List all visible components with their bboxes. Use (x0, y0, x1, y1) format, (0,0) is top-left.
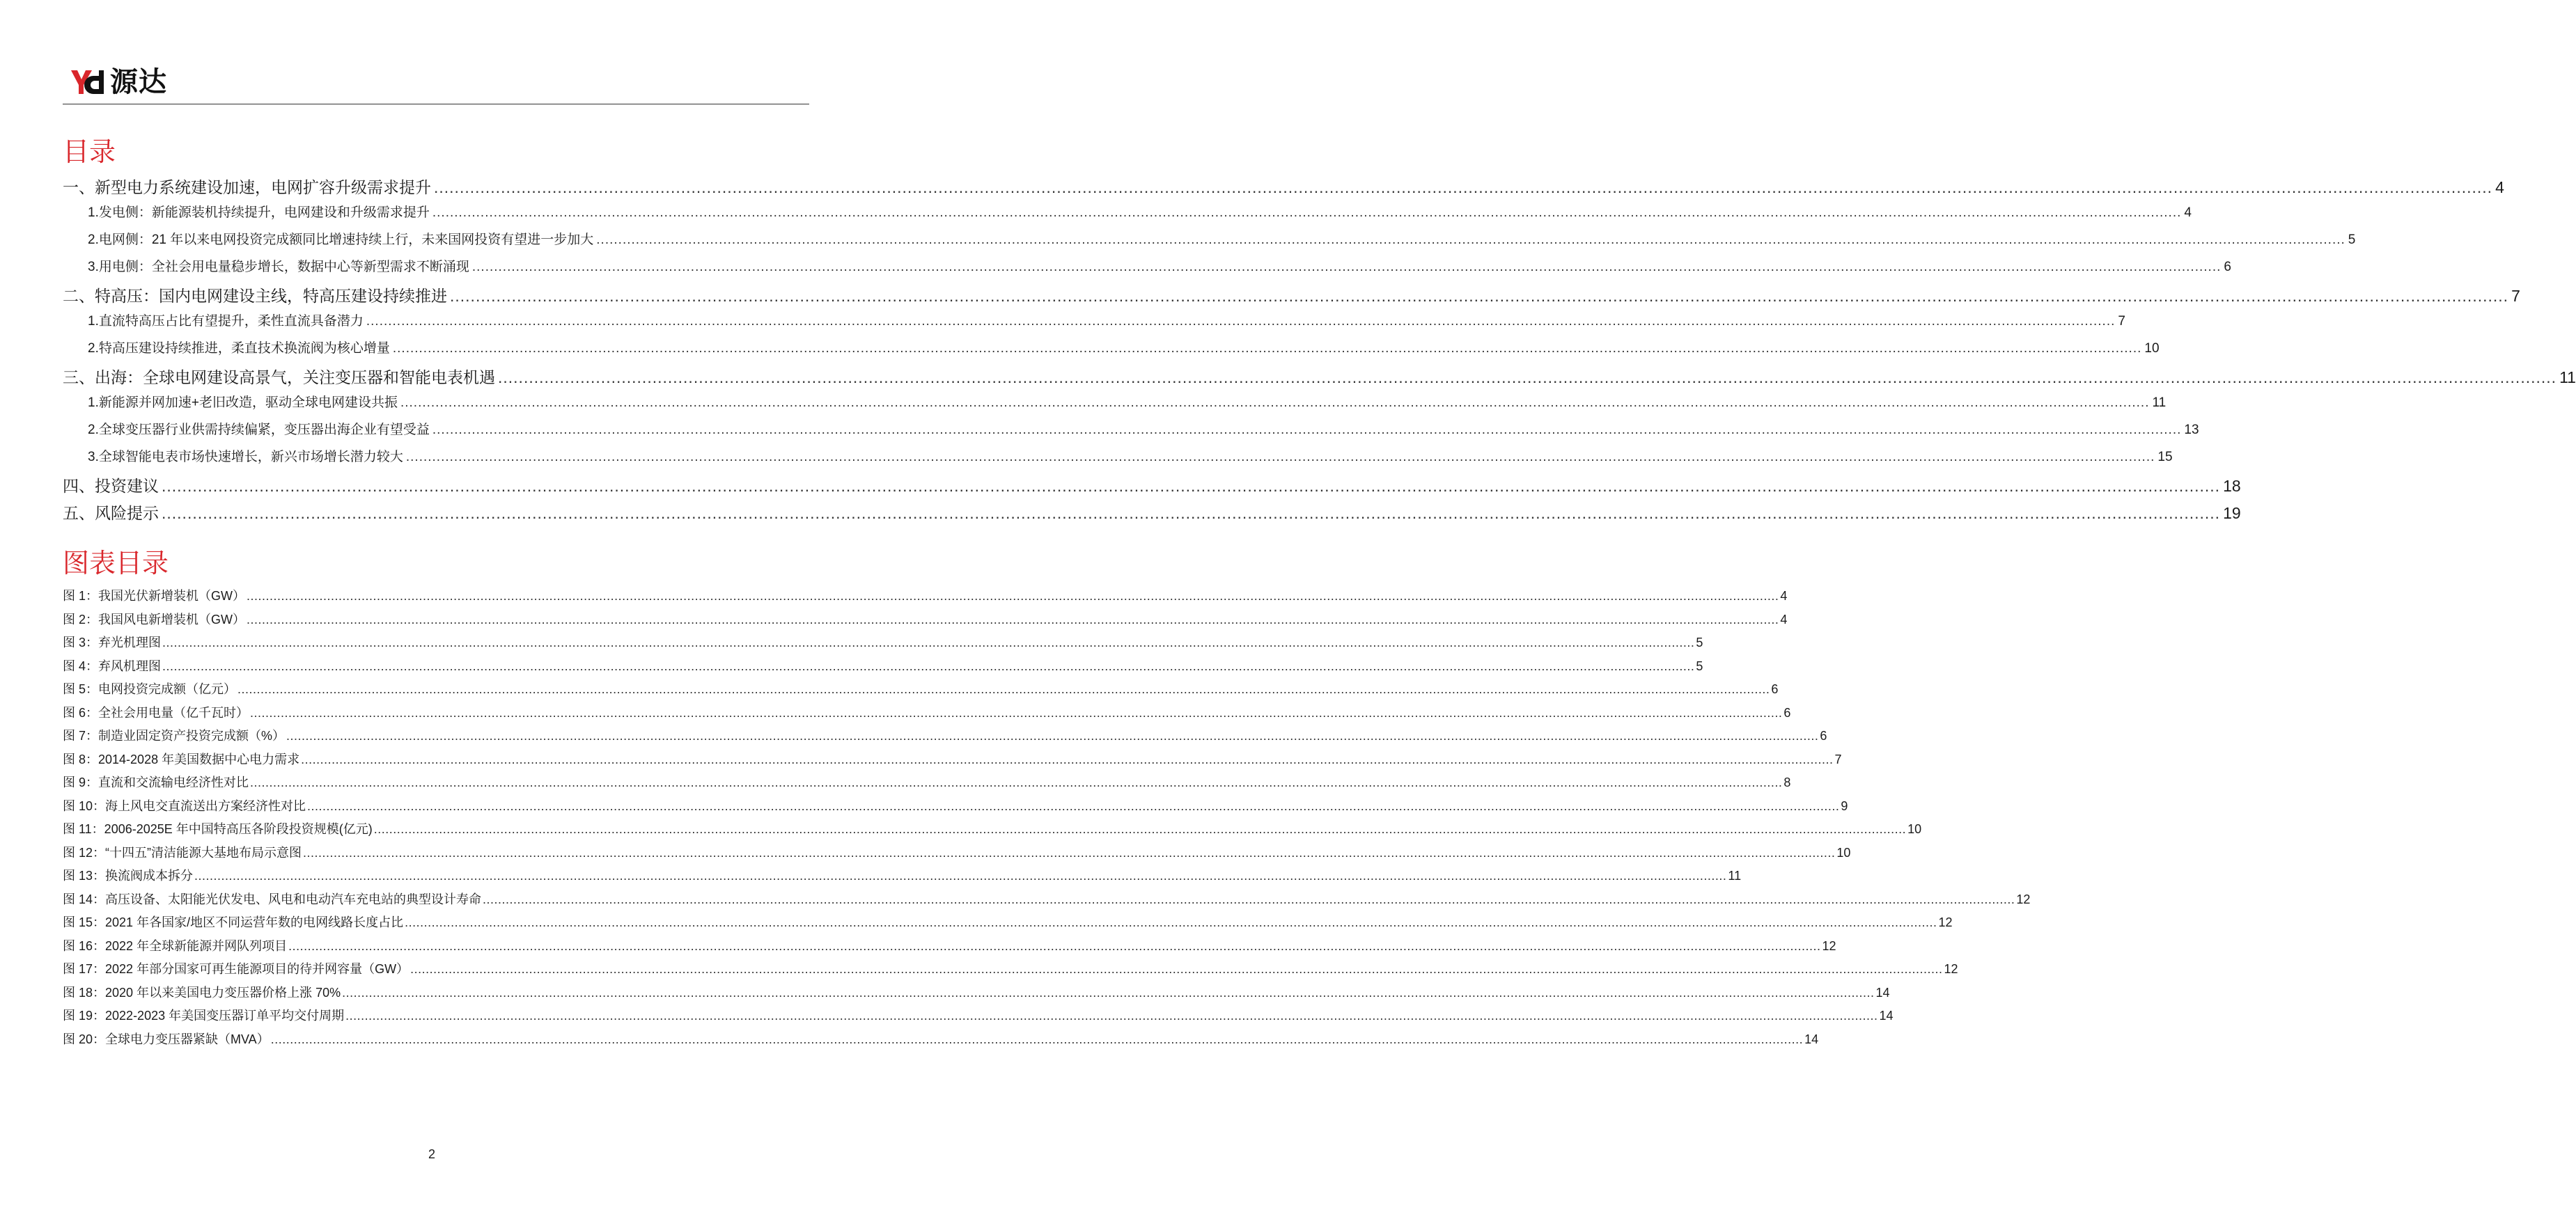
figure-entry[interactable] (63, 726, 1827, 750)
toc-entry[interactable] (63, 338, 2160, 365)
figure-list-title: 图表目录 (63, 549, 169, 578)
toc-entry[interactable] (63, 256, 2231, 283)
figure-entry[interactable] (63, 656, 1703, 680)
figure-entry-page: 4 (1780, 589, 1788, 603)
figure-entry[interactable] (63, 866, 1742, 890)
figure-entry-page: 12 (1938, 915, 1953, 929)
dot-leader: ................................................................................................................................................................................................................................................................................................................................................................................................................ (288, 938, 1821, 953)
figure-entry-page: 14 (1875, 985, 1890, 1000)
figure-entry-title: 图 3：弃光机理图 (63, 636, 162, 649)
page-number: 2 (428, 1147, 435, 1161)
toc-entry-page: 4 (2495, 178, 2504, 196)
figure-entry-page: 10 (1836, 845, 1851, 860)
figure-list (63, 586, 2031, 1053)
dot-leader: ................................................................................................................................................................................................................................................................................................................................................................................................................ (307, 798, 1840, 813)
toc-entry[interactable] (63, 392, 2167, 419)
figure-entry-title: 图 10：海上风电交直流送出方案经济性对比 (63, 798, 306, 813)
toc-entry-title: 3.全球智能电表市场快速增长，新兴市场增长潜力较大 (88, 450, 403, 464)
figure-entry-page: 11 (1728, 869, 1742, 883)
toc-title: 目录 (63, 138, 116, 167)
figure-entry[interactable] (63, 890, 2031, 913)
figure-entry-page: 14 (1879, 1009, 1894, 1023)
figure-entry[interactable] (63, 679, 1779, 703)
figure-entry-page: 12 (1944, 962, 1958, 976)
figure-entry[interactable] (63, 586, 1788, 610)
figure-entry-title: 图 9：直流和交流输电经济性对比 (63, 775, 249, 789)
figure-entry[interactable] (63, 819, 1922, 843)
toc-entry-page: 15 (2157, 450, 2173, 464)
dot-leader: ................................................................................................................................................................................................................................................................................................................................................................................................................ (405, 450, 2155, 464)
dot-leader: ................................................................................................................................................................................................................................................................................................................................................................................................................ (410, 962, 1943, 976)
figure-entry-page: 7 (1834, 752, 1842, 766)
toc-entry-page: 18 (2223, 477, 2241, 495)
toc-entry-page: 19 (2223, 504, 2241, 522)
figure-entry-title: 图 7：制造业固定资产投资完成额（%） (63, 729, 286, 743)
dot-leader: ................................................................................................................................................................................................................................................................................................................................................................................................................ (237, 682, 1770, 696)
figure-entry[interactable] (63, 936, 1836, 960)
figure-entry[interactable] (63, 796, 1848, 820)
toc-entry[interactable] (63, 229, 2356, 256)
figure-entry-title: 图 6：全社会用电量（亿千瓦时） (63, 705, 249, 720)
toc-entry-page: 5 (2348, 233, 2356, 247)
toc-entry-page: 4 (2184, 205, 2192, 220)
dot-leader: ................................................................................................................................................................................................................................................................................................................................................................................................................ (432, 205, 2182, 220)
figure-entry-page: 14 (1804, 1032, 1819, 1046)
dot-leader: ................................................................................................................................................................................................................................................................................................................................................................................................................ (162, 636, 1695, 649)
figure-entry-page: 6 (1771, 682, 1779, 696)
figure-entry-title: 图 4：弃风机理图 (63, 659, 162, 673)
dot-leader: ................................................................................................................................................................................................................................................................................................................................................................................................................ (400, 395, 2150, 410)
toc-entry[interactable] (63, 501, 2241, 528)
figure-entry-title: 图 20：全球电力变压器紧缺（MVA） (63, 1032, 270, 1046)
figure-entry[interactable] (63, 983, 1890, 1007)
figure-entry[interactable] (63, 913, 1953, 936)
dot-leader: ................................................................................................................................................................................................................................................................................................................................................................................................................ (250, 775, 1783, 789)
dot-leader: ................................................................................................................................................................................................................................................................................................................................................................................................................ (373, 822, 1907, 836)
dot-leader: ................................................................................................................................................................................................................................................................................................................................................................................................................ (247, 589, 1779, 603)
toc-entry[interactable] (63, 473, 2241, 501)
figure-entry-title: 图 8：2014-2028 年美国数据中心电力需求 (63, 752, 300, 766)
table-of-contents (63, 175, 2576, 528)
dot-leader: ................................................................................................................................................................................................................................................................................................................................................................................................................ (303, 845, 1836, 860)
dot-leader: ................................................................................................................................................................................................................................................................................................................................................................................................................ (286, 729, 1819, 743)
toc-entry-title: 3.用电侧：全社会用电量稳步增长，数据中心等新型需求不断涌现 (88, 260, 469, 274)
figure-entry-page: 8 (1783, 775, 1791, 789)
figure-entry[interactable] (63, 843, 1851, 867)
figure-entry-page: 6 (1783, 705, 1791, 720)
figure-entry[interactable] (63, 1030, 1819, 1053)
dot-leader: ................................................................................................................................................................................................................................................................................................................................................................................................................ (405, 915, 1937, 929)
figure-entry-title: 图 1：我国光伏新增装机（GW） (63, 589, 246, 603)
figure-entry-page: 4 (1780, 612, 1788, 627)
toc-entry-title: 四、投资建议 (63, 477, 159, 495)
figure-entry-page: 12 (2016, 892, 2031, 906)
figure-entry-title: 图 16：2022 年全球新能源并网队列项目 (63, 938, 288, 953)
figure-entry[interactable] (63, 610, 1788, 633)
toc-entry-title: 1.发电侧：新能源装机持续提升，电网建设和升级需求提升 (88, 205, 430, 220)
figure-entry-page: 9 (1841, 798, 1848, 813)
dot-leader: ................................................................................................................................................................................................................................................................................................................................................................................................................ (498, 368, 2557, 386)
toc-entry-title: 2.特高压建设持续推进，柔直技术换流阀为核心增量 (88, 341, 390, 356)
toc-entry[interactable] (63, 310, 2125, 338)
toc-entry-title: 三、出海：全球电网建设高景气，关注变压器和智能电表机遇 (63, 368, 495, 386)
figure-entry-page: 5 (1696, 636, 1703, 649)
dot-leader: ................................................................................................................................................................................................................................................................................................................................................................................................................ (247, 612, 1779, 627)
dot-leader: ................................................................................................................................................................................................................................................................................................................................................................................................................ (162, 659, 1695, 673)
toc-entry-page: 7 (2118, 314, 2125, 329)
dot-leader: ................................................................................................................................................................................................................................................................................................................................................................................................................ (366, 314, 2116, 329)
figure-entry[interactable] (63, 1006, 1894, 1030)
dot-leader: ................................................................................................................................................................................................................................................................................................................................................................................................................ (250, 705, 1783, 720)
toc-entry-page: 11 (2559, 368, 2576, 386)
dot-leader: ................................................................................................................................................................................................................................................................................................................................................................................................................ (342, 985, 1875, 1000)
toc-entry[interactable] (63, 202, 2192, 229)
figure-entry[interactable] (63, 633, 1703, 656)
dot-leader: ................................................................................................................................................................................................................................................................................................................................................................................................................ (345, 1009, 1878, 1023)
dot-leader: ................................................................................................................................................................................................................................................................................................................................................................................................................ (162, 504, 2221, 522)
dot-leader: ................................................................................................................................................................................................................................................................................................................................................................................................................ (434, 178, 2493, 196)
toc-entry[interactable] (63, 283, 2520, 310)
dot-leader: ................................................................................................................................................................................................................................................................................................................................................................................................................ (194, 869, 1727, 883)
toc-entry-page: 11 (2152, 395, 2167, 410)
toc-entry-page: 6 (2224, 260, 2231, 274)
figure-entry[interactable] (63, 773, 1791, 796)
figure-entry-page: 10 (1907, 822, 1922, 836)
dot-leader: ................................................................................................................................................................................................................................................................................................................................................................................................................ (471, 260, 2222, 274)
figure-entry-title: 图 12：“十四五”清洁能源大基地布局示意图 (63, 845, 302, 860)
figure-entry-page: 6 (1820, 729, 1827, 743)
figure-entry-title: 图 14：高压设备、太阳能光伏发电、风电和电动汽车充电站的典型设计寿命 (63, 892, 482, 906)
toc-entry[interactable] (63, 365, 2576, 392)
brand-name: 源达 (110, 67, 167, 97)
figure-entry[interactable] (63, 750, 1842, 773)
figure-entry-page: 12 (1822, 938, 1836, 953)
figure-entry-title: 图 13：换流阀成本拆分 (63, 869, 194, 883)
toc-entry-page: 10 (2144, 341, 2160, 356)
toc-entry-page: 13 (2184, 423, 2199, 437)
figure-entry-title: 图 19：2022-2023 年美国变压器订单平均交付周期 (63, 1009, 345, 1023)
toc-entry[interactable] (63, 446, 2173, 473)
figure-entry-title: 图 11：2006-2025E 年中国特高压各阶段投资规模(亿元) (63, 822, 373, 836)
toc-entry-title: 2.全球变压器行业供需持续偏紧，变压器出海企业有望受益 (88, 423, 430, 437)
figure-entry-title: 图 5：电网投资完成额（亿元） (63, 682, 237, 696)
figure-entry-page: 5 (1696, 659, 1703, 673)
toc-entry-title: 五、风险提示 (63, 504, 159, 522)
dot-leader: ................................................................................................................................................................................................................................................................................................................................................................................................................ (270, 1032, 1804, 1046)
toc-entry[interactable] (63, 175, 2504, 202)
yd-logo-icon (70, 68, 107, 97)
dot-leader: ................................................................................................................................................................................................................................................................................................................................................................................................................ (596, 233, 2345, 247)
toc-entry-page: 7 (2511, 287, 2520, 305)
toc-entry-title: 二、特高压：国内电网建设主线，特高压建设持续推进 (63, 287, 447, 305)
dot-leader: ................................................................................................................................................................................................................................................................................................................................................................................................................ (162, 477, 2221, 495)
brand-logo (70, 67, 167, 97)
page-header (63, 64, 809, 106)
dot-leader: ................................................................................................................................................................................................................................................................................................................................................................................................................ (432, 423, 2182, 437)
figure-entry[interactable] (63, 703, 1791, 727)
figure-entry[interactable] (63, 959, 1958, 983)
figure-entry-title: 图 15：2021 年各国家/地区不同运营年数的电网线路长度占比 (63, 915, 404, 929)
toc-entry-title: 一、新型电力系统建设加速，电网扩容升级需求提升 (63, 178, 431, 196)
figure-entry-title: 图 18：2020 年以来美国电力变压器价格上涨 70% (63, 985, 341, 1000)
dot-leader: ................................................................................................................................................................................................................................................................................................................................................................................................................ (301, 752, 1834, 766)
dot-leader: ................................................................................................................................................................................................................................................................................................................................................................................................................ (392, 341, 2142, 356)
toc-entry[interactable] (63, 419, 2199, 446)
toc-entry-title: 1.直流特高压占比有望提升，柔性直流具备潜力 (88, 314, 364, 329)
toc-entry-title: 2.电网侧：21 年以来电网投资完成额同比增速持续上行，未来国网投资有望进一步加大 (88, 233, 594, 247)
dot-leader: ................................................................................................................................................................................................................................................................................................................................................................................................................ (450, 287, 2509, 305)
figure-entry-title: 图 2：我国风电新增装机（GW） (63, 612, 246, 627)
dot-leader: ................................................................................................................................................................................................................................................................................................................................................................................................................ (483, 892, 2015, 906)
toc-entry-title: 1.新能源并网加速+老旧改造，驱动全球电网建设共振 (88, 395, 398, 410)
figure-entry-title: 图 17：2022 年部分国家可再生能源项目的待并网容量（GW） (63, 962, 409, 976)
